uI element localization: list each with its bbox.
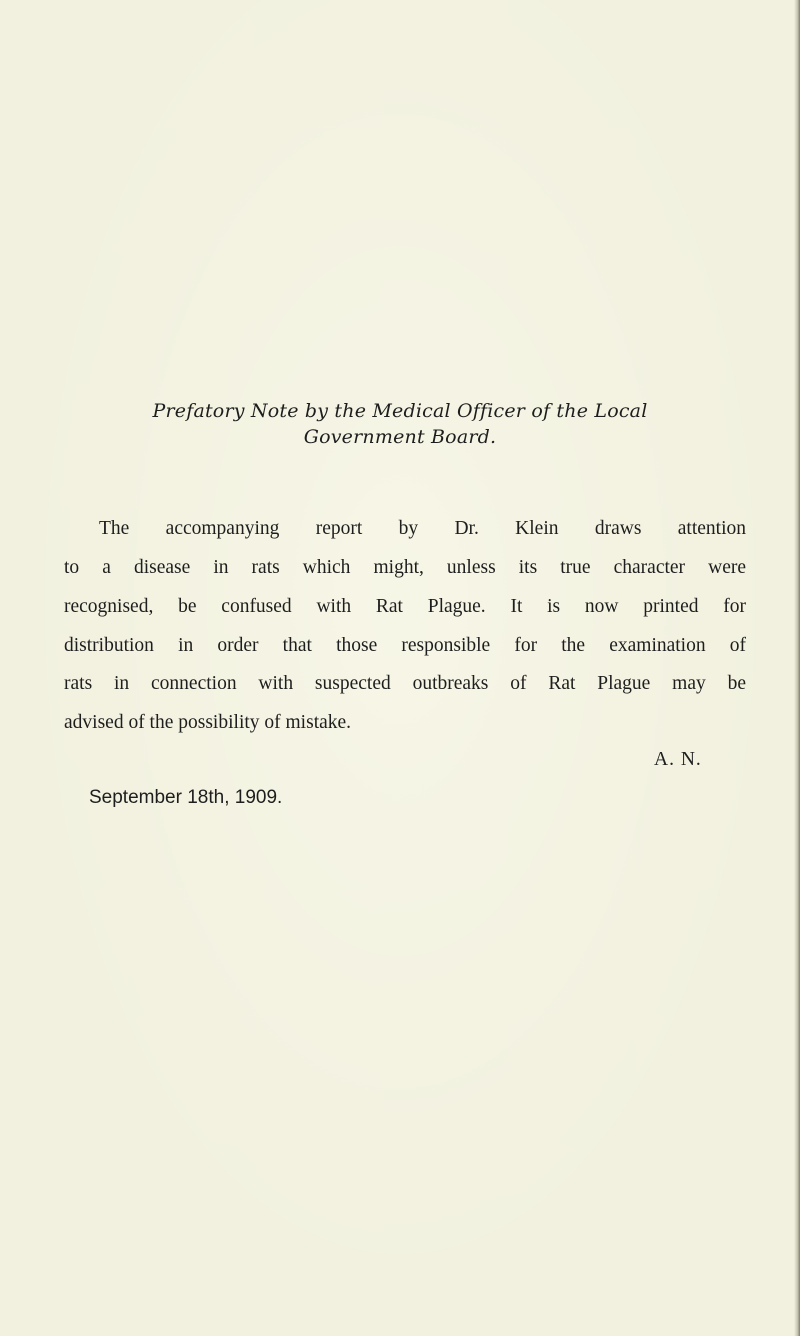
paragraph-line-6: advised of the possibility of mistake. bbox=[64, 712, 352, 733]
page-edge-shadow bbox=[794, 0, 800, 1336]
paragraph-line-2: to a disease in rats which might, unless its true character were bbox=[64, 557, 746, 578]
paragraph-line-5: rats in connection with suspected outbreaks of Rat Plague may be bbox=[64, 673, 746, 694]
date-line: September 18th, 1909. bbox=[89, 787, 283, 808]
note-heading-line-1: Prefatory Note by the Medical Officer of the Local bbox=[152, 400, 648, 422]
signature-initials: A. N. bbox=[654, 749, 702, 770]
paragraph-line-1: The accompanying report by Dr. Klein draws attention bbox=[99, 518, 746, 539]
paragraph-line-3: recognised, be confused with Rat Plague. It is now printed for bbox=[64, 596, 746, 617]
paragraph-line-4: distribution in order that those responsible for the examination of bbox=[64, 635, 746, 656]
note-heading-line-2: Government Board. bbox=[303, 426, 497, 448]
